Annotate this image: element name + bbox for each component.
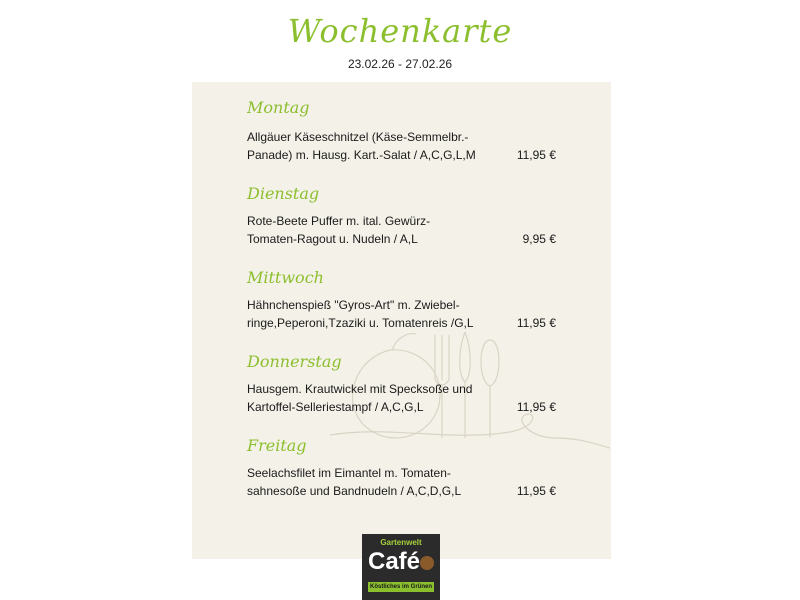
- cafe-logo: [362, 534, 440, 600]
- day-label-tuesday: Dienstag: [247, 184, 320, 203]
- dish-tuesday: [247, 212, 497, 248]
- day-label-thursday: Donnerstag: [247, 352, 342, 371]
- dish-line: Tomaten-Ragout u. Nudeln / A,L: [247, 232, 418, 246]
- dish-thursday: [247, 380, 497, 416]
- day-label-monday: Montag: [247, 98, 310, 117]
- price-wednesday: 11,95 €: [516, 316, 556, 330]
- day-label-wednesday: Mittwoch: [247, 268, 324, 287]
- dish-line: Hähnchenspieß "Gyros-Art" m. Zwiebel-: [247, 298, 460, 312]
- price-monday: 11,95 €: [516, 148, 556, 162]
- price-friday: 11,95 €: [516, 484, 556, 498]
- dish-line: Seelachsfilet im Eimantel m. Tomaten-: [247, 466, 451, 480]
- page-title: Wochenkarte: [287, 12, 513, 50]
- day-label-friday: Freitag: [247, 436, 307, 455]
- dish-monday: [247, 128, 497, 164]
- logo-tagline: Köstliches im Grünen: [369, 584, 432, 590]
- dish-friday: [247, 464, 497, 500]
- dish-line: Panade) m. Hausg. Kart.-Salat / A,C,G,L,M: [247, 148, 476, 162]
- dish-line: Hausgem. Krautwickel mit Specksoße und: [247, 382, 473, 396]
- logo-brand-main: Café: [368, 548, 421, 575]
- logo-brand-top: Gartenwelt: [380, 538, 422, 547]
- dish-line: ringe,Peperoni,Tzaziki u. Tomatenreis /G,L: [247, 316, 474, 330]
- dish-line: Rote-Beete Puffer m. ital. Gewürz-: [247, 214, 431, 228]
- dish-wednesday: [247, 296, 497, 332]
- dish-line: sahnesoße und Bandnudeln / A,C,D,G,L: [247, 484, 462, 498]
- price-tuesday: 9,95 €: [522, 232, 556, 246]
- dish-line: Allgäuer Käseschnitzel (Käse-Semmelbr.-: [247, 130, 469, 144]
- coffee-bean-icon: [420, 556, 434, 570]
- dish-line: Kartoffel-Selleriestampf / A,C,G,L: [247, 400, 424, 414]
- price-thursday: 11,95 €: [516, 400, 556, 414]
- date-range: 23.02.26 - 27.02.26: [347, 57, 453, 71]
